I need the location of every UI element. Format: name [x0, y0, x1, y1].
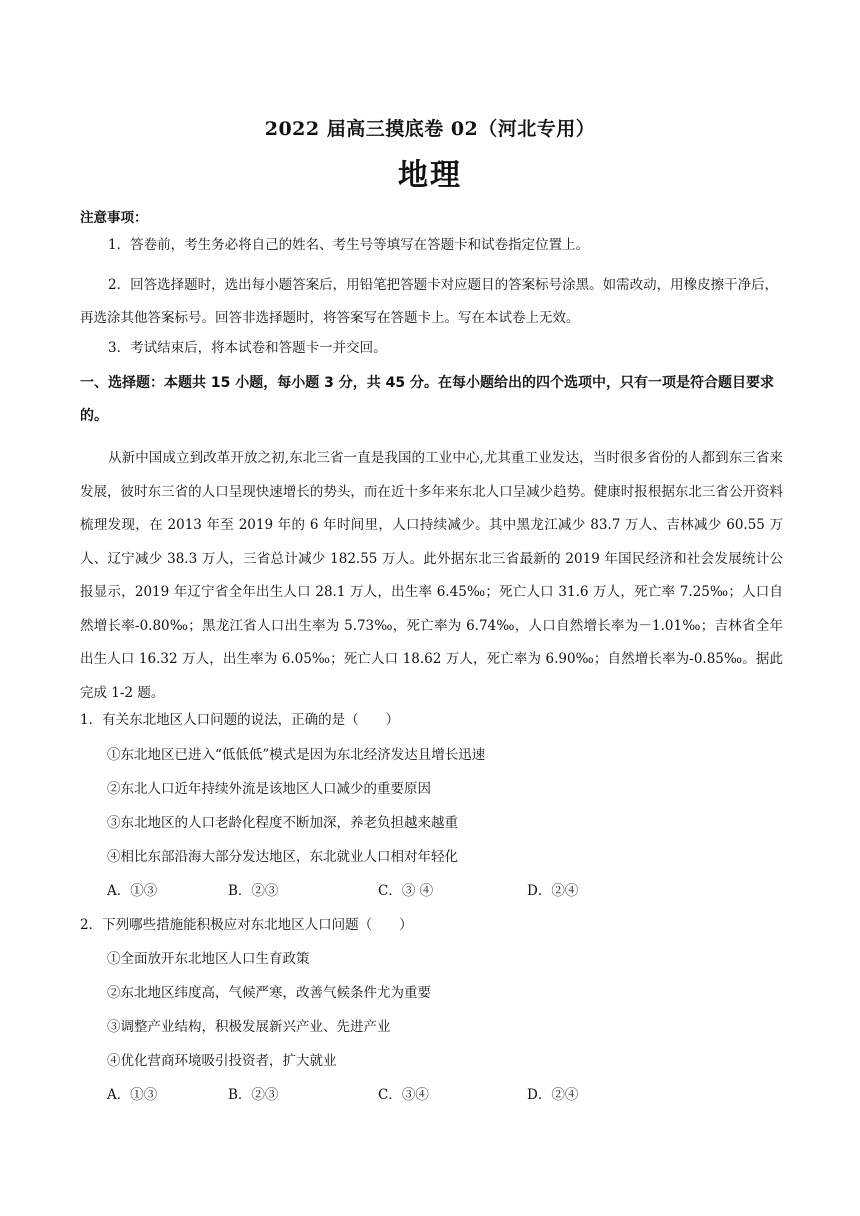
exam-header-title: 2022 届高三摸底卷 02（河北专用） — [264, 118, 596, 140]
question-option: ③调整产业结构，积极发展新兴产业、先进产业 — [107, 1019, 391, 1035]
question-option: ①全面放开东北地区人口生育政策 — [107, 951, 310, 967]
question-option: ④优化营商环境吸引投资者，扩大就业 — [107, 1053, 337, 1069]
answer-choice-d: D．②④ — [527, 1087, 579, 1103]
answer-choice-a: A．①③ — [107, 1087, 158, 1103]
answer-choice-b: B．②③ — [228, 883, 279, 899]
question-stem: 2．下列哪些措施能积极应对东北地区人口问题（ ） — [80, 917, 413, 933]
answer-choice-b: B．②③ — [228, 1087, 279, 1103]
question-option: ①东北地区已进入“低低低”模式是因为东北经济发达且增长迅速 — [107, 747, 486, 763]
question-option: ③东北地区的人口老龄化程度不断加深，养老负担越来越重 — [107, 815, 458, 831]
question-option: ④相比东部沿海大部分发达地区，东北就业人口相对年轻化 — [107, 849, 458, 865]
notice-heading: 注意事项： — [80, 210, 148, 226]
notice-item: 3．考试结束后，将本试卷和答题卡一并交回。 — [108, 340, 387, 356]
subject-title: 地理 — [398, 158, 462, 193]
section-heading: 一、选择题：本题共 15 小题，每小题 3 分，共 45 分。在每小题给出的四个选项中，只有一项是符合题目要求的。 — [80, 375, 774, 424]
notice-item: 1．答卷前，考生务必将自己的姓名、考生号等填写在答题卡和试卷指定位置上。 — [108, 237, 590, 253]
question-option: ②东北人口近年持续外流是该地区人口减少的重要原因 — [107, 781, 431, 797]
question-stem: 1．有关东北地区人口问题的说法，正确的是（ ） — [80, 712, 400, 728]
answer-choice-c: C．③④ — [378, 1087, 429, 1103]
notice-item: 2．回答选择题时，选出每小题答案后，用铅笔把答题卡对应题目的答案标号涂黑。如需改动，用橡皮擦干净后，再选涂其他答案标号。回答非选择题时，将答案写在答题卡上。写在本试卷上无效。 — [80, 277, 779, 326]
question-option: ②东北地区纬度高，气候严寒，改善气候条件尤为重要 — [107, 985, 431, 1001]
answer-choice-d: D．②④ — [527, 883, 579, 899]
answer-choice-c: C．③ ④ — [378, 883, 434, 899]
answer-choice-a: A．①③ — [107, 883, 158, 899]
reading-passage: 从新中国成立到改革开放之初,东北三省一直是我国的工业中心,尤其重工业发达，当时很多省份的人都到东三省来发展，彼时东三省的人口呈现快速增长的势头，而在近十多年来东北人口呈减少趋势。健康时报根据东北三省公开资料梳理发现，在 2013 年至 2019 年的 6 年时间里，人口持续减少。其中黑龙江减少 83.7 万人、吉林减少 60.55 万人、辽宁减少 38.3 万人，三省总计减少 182.55 万人。此外据东北三省最新的 2019 年国民经济和社会发展统计公报显示，2019 年辽宁省全年出生人口 28.1 万人，出生率 6.45‰；死亡人口 31.6 万人，死亡率 7.25‰；人口自然增长率-0.80‰；黑龙江省人口出生率为 5.73‰，死亡率为 6.74‰，人口自然增长率为－1.01‰；吉林省全年出生人口 16.32 万人，出生率为 6.05‰；死亡人口 18.62 万人，死亡率为 6.90‰；自然增长率为-0.85‰。据此完成 1-2 题。 — [80, 450, 783, 701]
